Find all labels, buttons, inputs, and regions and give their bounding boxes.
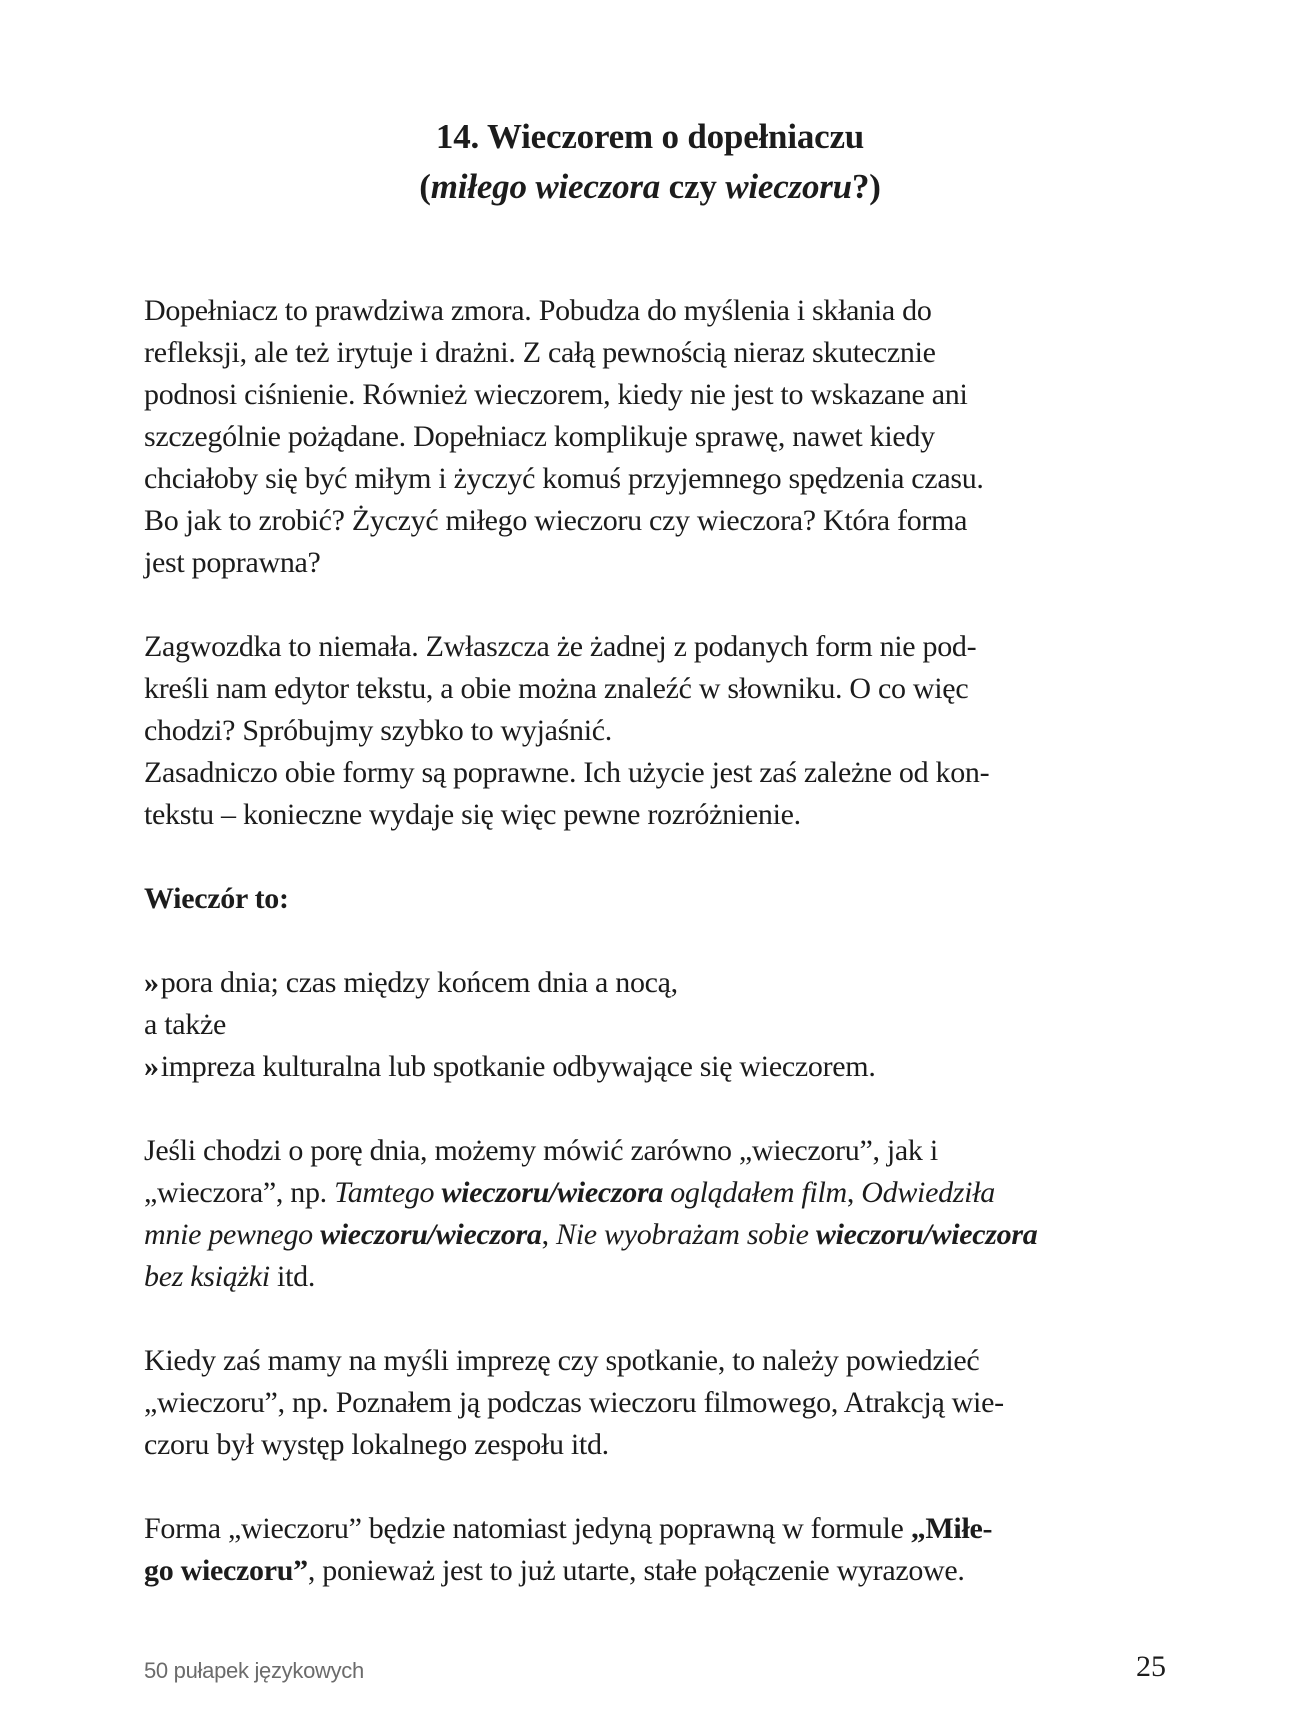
running-footer-book-title: 50 pułapek językowych	[144, 1658, 364, 1683]
text-line: kreśli nam edytor tekstu, a obie można znaleźć w słowniku. O co więc	[144, 672, 969, 705]
example-text: Tamtego	[334, 1176, 442, 1209]
text-line: Kiedy zaś mamy na myśli imprezę czy spotkanie, to należy powiedzieć	[144, 1344, 980, 1377]
text-line: jest poprawna?	[144, 546, 321, 579]
text-run: , ponieważ jest to już utarte, stałe połączenie wyrazowe.	[307, 1554, 965, 1587]
example-text: oglądałem film	[663, 1176, 847, 1209]
definition-heading: Wieczór to:	[144, 882, 289, 915]
chapter-heading	[0, 112, 1300, 212]
example-text: Nie wyobrażam sobie	[556, 1218, 816, 1251]
text-line	[144, 1550, 1174, 1592]
text-line: czoru był występ lokalnego zespołu itd.	[144, 1428, 609, 1461]
definition-item	[144, 962, 1174, 1004]
text-line	[144, 1256, 1174, 1298]
text-run: ,	[541, 1218, 557, 1251]
definition-item-text: impreza kulturalna lub spotkanie odbywające się wieczorem.	[160, 1050, 876, 1083]
paragraph-intro	[144, 290, 1174, 584]
text-line: chciałoby się być miłym i życzyć komuś przyjemnego spędzenia czasu.	[144, 462, 984, 495]
definition-connector: a także	[144, 1008, 226, 1041]
text-line: Bo jak to zrobić? Życzyć miłego wieczoru czy wieczora? Która forma	[144, 504, 968, 537]
example-form: wieczoru/wieczora	[815, 1218, 1038, 1251]
text-line: Jeśli chodzi o porę dnia, możemy mówić zarówno „wieczoru”, jak i	[144, 1134, 938, 1167]
bullet-chevron-icon: »	[144, 966, 159, 999]
definition-item	[144, 1046, 1174, 1088]
subtitle-paren-open: (	[419, 167, 431, 206]
paragraph-problem	[144, 626, 1174, 836]
text-line: Zasadniczo obie formy są poprawne. Ich użycie jest zaś zależne od kon-	[144, 756, 990, 789]
chapter-subtitle	[0, 162, 1300, 212]
text-line: szczególnie pożądane. Dopełniacz komplikuje sprawę, nawet kiedy	[144, 420, 935, 453]
text-line: refleksji, ale też irytuje i drażni. Z całą pewnością nieraz skutecznie	[144, 336, 936, 369]
subtitle-form-1: miłego wieczora	[430, 167, 661, 206]
text-run: ,	[846, 1176, 862, 1209]
chapter-title: 14. Wieczorem o dopełniaczu	[435, 117, 865, 156]
text-line	[144, 1172, 1174, 1214]
definition-item-text: pora dnia; czas między końcem dnia a nocą,	[160, 966, 678, 999]
subtitle-form-2: wieczoru	[725, 167, 852, 206]
example-text: mnie pewnego	[144, 1218, 321, 1251]
text-line: tekstu – konieczne wydaje się więc pewne rozróżnienie.	[144, 798, 801, 831]
paragraph-time-of-day	[144, 1130, 1174, 1298]
definition-block	[144, 878, 1174, 1088]
example-text: bez książki	[144, 1260, 270, 1293]
text-run: itd.	[269, 1260, 316, 1293]
example-form: wieczoru/wieczora	[441, 1176, 664, 1209]
text-line: podnosi ciśnienie. Również wieczorem, kiedy nie jest to wskazane ani	[144, 378, 968, 411]
paragraph-fixed-phrase	[144, 1508, 1174, 1592]
example-form: wieczoru/wieczora	[320, 1218, 542, 1251]
body-text	[144, 290, 1174, 1592]
paragraph-event	[144, 1340, 1174, 1466]
text-line: chodzi? Spróbujmy szybko to wyjaśnić.	[144, 714, 612, 747]
subtitle-conjunction: czy	[660, 167, 726, 206]
subtitle-paren-close: ?)	[851, 167, 881, 206]
page-number: 25	[1136, 1650, 1166, 1683]
bullet-chevron-icon: »	[144, 1050, 159, 1083]
text-run: „wieczora”, np.	[144, 1176, 335, 1209]
text-run: Forma „wieczoru” będzie natomiast jedyną poprawną w formule	[144, 1512, 911, 1545]
text-line: „wieczoru”, np. Poznałem ją podczas wieczoru filmowego, Atrakcją wie-	[144, 1386, 1004, 1419]
example-text: Odwiedziła	[861, 1176, 995, 1209]
text-line: Zagwozdka to niemała. Zwłaszcza że żadnej z podanych form nie pod-	[144, 630, 977, 663]
text-line	[144, 1508, 1174, 1550]
fixed-phrase: go wieczoru”	[144, 1554, 308, 1587]
text-line: Dopełniacz to prawdziwa zmora. Pobudza do myślenia i skłania do	[144, 294, 932, 327]
fixed-phrase: „Miłe-	[910, 1512, 993, 1545]
text-line	[144, 1214, 1174, 1256]
